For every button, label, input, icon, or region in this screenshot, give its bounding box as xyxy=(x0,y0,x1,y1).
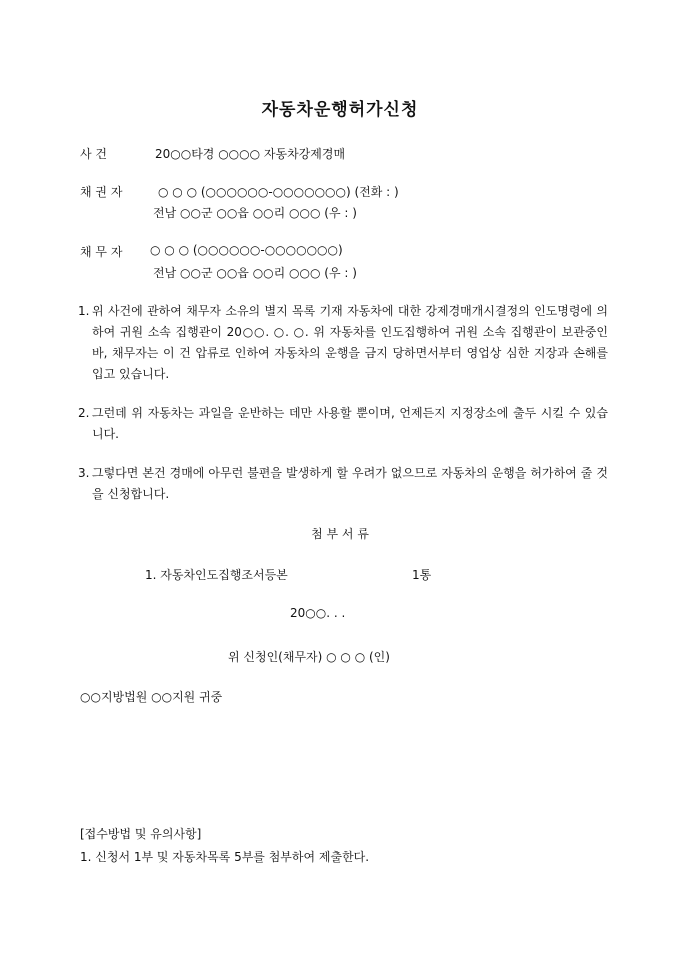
creditor-name-line: ○ ○ ○ (○○○○○○-○○○○○○○) (전화 : ) xyxy=(158,185,399,199)
paragraph-number: 2. xyxy=(78,406,90,420)
creditor-label: 채 권 자 xyxy=(80,185,123,199)
creditor-address-line: 전남 ○○군 ○○읍 ○○리 ○○○ (우 : ) xyxy=(153,206,357,220)
notes-heading: [접수방법 및 유의사항] xyxy=(80,827,202,841)
case-value: 20○○타경 ○○○○ 자동차강제경매 xyxy=(155,147,346,161)
attachments-heading: 첨 부 서 류 xyxy=(311,527,369,541)
paragraph-3 xyxy=(78,463,608,505)
paragraph-1 xyxy=(78,301,608,385)
document-title: 자동차운행허가신청 xyxy=(261,100,419,120)
paragraph-text: 그런데 위 자동차는 과일을 운반하는 데만 사용할 뿐이며, 언제든지 지정장소에 출두 시킬 수 있습니다. xyxy=(92,406,608,441)
attachment-count: 1통 xyxy=(412,568,432,582)
debtor-name-line: ○ ○ ○ (○○○○○○-○○○○○○○) xyxy=(150,243,343,257)
case-label: 사 건 xyxy=(80,147,107,161)
paragraph-text: 위 사건에 관하여 채무자 소유의 별지 목록 기재 자동차에 대한 강제경매개시결정의 인도명령에 의하여 귀원 소속 집행관이 20○○. ○. ○. 위 자동차를 인도집행하여 귀원 소속 집행관이 보관중인 바, 채무자는 이 건 압류로 인하여 자동차의 운행을 금지 당하면서부터 영업상 심한 지장과 손해를 입고 있습니다. xyxy=(92,304,608,381)
applicant-signature: 위 신청인(채무자) ○ ○ ○ (인) xyxy=(228,650,390,664)
notes-item: 1. 신청서 1부 및 자동차목록 5부를 첨부하여 제출한다. xyxy=(80,850,370,864)
paragraph-2 xyxy=(78,403,608,445)
paragraph-number: 3. xyxy=(78,466,90,480)
debtor-address-line: 전남 ○○군 ○○읍 ○○리 ○○○ (우 : ) xyxy=(153,266,357,280)
recipient-court: ○○지방법원 ○○지원 귀중 xyxy=(80,690,223,704)
paragraph-number: 1. xyxy=(78,304,90,318)
attachment-item: 1. 자동차인도집행조서등본 xyxy=(145,568,288,582)
debtor-label: 채 무 자 xyxy=(80,245,123,259)
paragraph-text: 그렇다면 본건 경매에 아무런 불편을 발생하게 할 우려가 없으므로 자동차의 운행을 허가하여 줄 것을 신청합니다. xyxy=(92,466,608,501)
document-date: 20○○. . . xyxy=(290,606,346,620)
